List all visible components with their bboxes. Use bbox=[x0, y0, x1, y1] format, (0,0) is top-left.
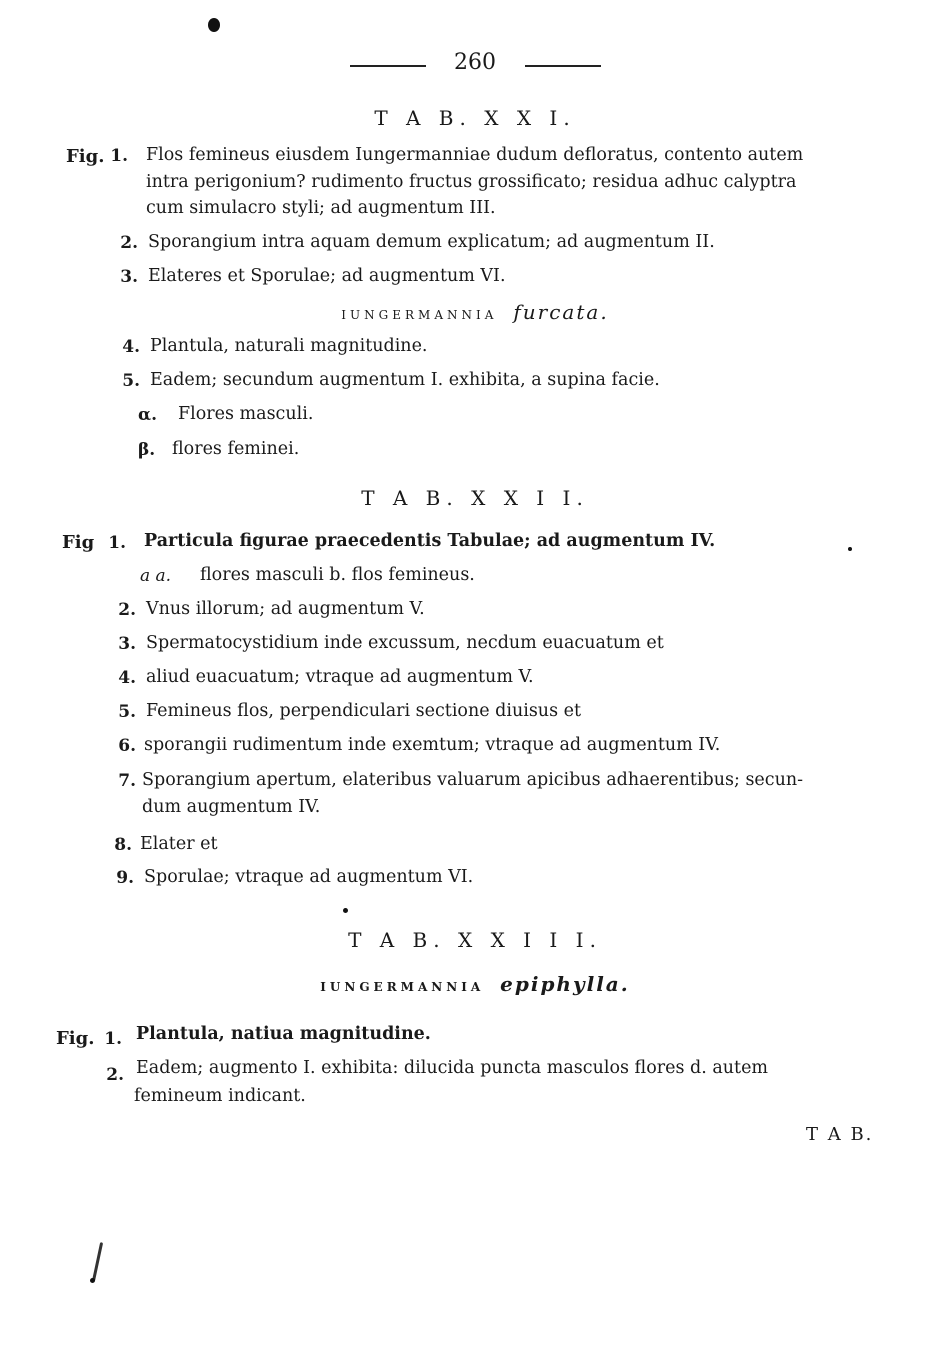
entry-number: 4. bbox=[122, 337, 140, 357]
entry-number: 2. bbox=[120, 233, 138, 253]
entry-text: Eadem; augmento I. exhibita: dilucida puncta masculos flores d. autem bbox=[136, 1058, 769, 1078]
genus-name: IUNGERMANNIA bbox=[320, 980, 485, 994]
species-subheading bbox=[0, 972, 950, 996]
section-heading-tab-xxiii: T A B. X X I I I. bbox=[348, 928, 602, 952]
entry-text: Plantula, naturali magnitudine. bbox=[150, 336, 428, 356]
entry-number: 2. bbox=[118, 600, 136, 620]
entry-text: Vnus illorum; ad augmentum V. bbox=[146, 599, 425, 619]
genus-name: IUNGERMANNIA bbox=[341, 308, 498, 322]
entry-number: 1. bbox=[108, 533, 126, 553]
entry-text: flores masculi b. flos femineus. bbox=[200, 565, 475, 585]
header-rule-right bbox=[525, 65, 601, 67]
entry-text: aliud euacuatum; vtraque ad augmentum V. bbox=[146, 667, 534, 687]
entry-text: Particula figurae praecedentis Tabulae; ad augmentum IV. bbox=[144, 531, 716, 551]
entry-number: 5. bbox=[122, 371, 140, 391]
entry-text: Eadem; secundum augmentum I. exhibita, a supina facie. bbox=[150, 370, 660, 390]
entry-number: 1. bbox=[110, 146, 128, 166]
species-subheading bbox=[0, 300, 950, 324]
entry-number: 9. bbox=[116, 868, 134, 888]
species-name: epiphylla. bbox=[500, 972, 630, 996]
species-name: furcata. bbox=[513, 300, 609, 324]
entry-number: 3. bbox=[120, 267, 138, 287]
ink-dot bbox=[848, 547, 852, 551]
catchword: T A B. bbox=[806, 1124, 874, 1145]
entry-letter: α. bbox=[138, 405, 158, 425]
entry-text: Plantula, natiua magnitudine. bbox=[136, 1024, 431, 1044]
entry-text: sporangii rudimentum inde exemtum; vtraque ad augmentum IV. bbox=[144, 735, 721, 755]
entry-text: Sporangium apertum, elateribus valuarum apicibus adhaerentibus; secun- bbox=[142, 770, 804, 790]
section-heading-tab-xxii: T A B. X X I I. bbox=[361, 486, 589, 510]
entry-number: 5. bbox=[118, 702, 136, 722]
entry-text: dum augmentum IV. bbox=[142, 797, 321, 817]
fig-label: Fig bbox=[62, 532, 95, 553]
fig-label: Fig. bbox=[56, 1028, 95, 1049]
entry-text: Sporulae; vtraque ad augmentum VI. bbox=[144, 867, 474, 887]
ink-scratch bbox=[92, 1242, 103, 1282]
page-number: 260 bbox=[454, 50, 496, 75]
entry-text: cum simulacro styli; ad augmentum III. bbox=[146, 198, 496, 218]
entry-number: 4. bbox=[118, 668, 136, 688]
ink-dot bbox=[343, 908, 348, 913]
entry-number: 8. bbox=[114, 835, 132, 855]
ink-dot bbox=[90, 1278, 95, 1283]
entry-text: Flos femineus eiusdem Iungermanniae dudum defloratus, contento autem bbox=[146, 145, 804, 165]
entry-text: femineum indicant. bbox=[134, 1086, 306, 1106]
entry-text: intra perigonium? rudimento fructus grossificato; residua adhuc calyptra bbox=[146, 172, 797, 192]
entry-text: Sporangium intra aquam demum explicatum; ad augmentum II. bbox=[148, 232, 715, 252]
header-rule-left bbox=[350, 65, 426, 67]
entry-number: 6. bbox=[118, 736, 136, 756]
entry-number: 1. bbox=[104, 1029, 122, 1049]
fig-label: Fig. bbox=[66, 146, 105, 167]
entry-number: 2. bbox=[106, 1065, 124, 1085]
page-header bbox=[350, 50, 600, 80]
entry-text: Flores masculi. bbox=[178, 404, 314, 424]
entry-letter: β. bbox=[138, 440, 156, 460]
entry-text: Femineus flos, perpendiculari sectione diuisus et bbox=[146, 701, 582, 721]
section-heading-tab-xxi: T A B. X X I. bbox=[374, 106, 576, 130]
entry-text: Elateres et Sporulae; ad augmentum VI. bbox=[148, 266, 506, 286]
ink-spot bbox=[208, 18, 220, 32]
entry-letter: a a. bbox=[140, 566, 172, 586]
entry-text: flores feminei. bbox=[172, 439, 300, 459]
entry-text: Elater et bbox=[140, 834, 218, 854]
entry-number: 3. bbox=[118, 634, 136, 654]
entry-number: 7. bbox=[118, 771, 136, 791]
entry-text: Spermatocystidium inde excussum, necdum euacuatum et bbox=[146, 633, 664, 653]
